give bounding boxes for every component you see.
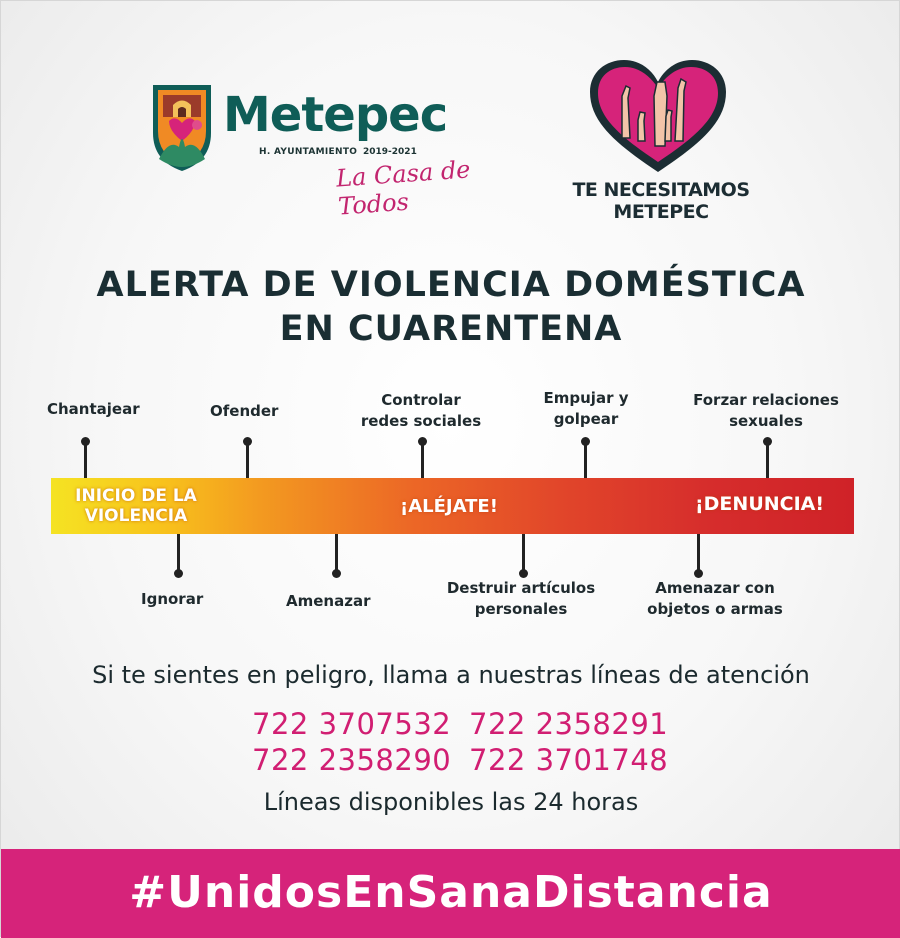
timeline-label-text: Chantajear bbox=[47, 400, 140, 418]
timeline-stem bbox=[766, 441, 769, 478]
timeline-marker bbox=[519, 569, 528, 578]
phone-number[interactable]: 722 3701748 bbox=[469, 743, 669, 777]
timeline-label-forzar bbox=[681, 390, 851, 432]
heart-raised-hands-icon bbox=[586, 56, 731, 176]
timeline-label-destruir bbox=[431, 578, 611, 620]
timeline-label-text: Destruir artículos bbox=[446, 579, 596, 597]
timeline-label-text: Empujar y bbox=[543, 389, 629, 407]
campaign-title-line1: TE NECESITAMOS bbox=[572, 179, 750, 201]
timeline-marker bbox=[332, 569, 341, 578]
timeline-label-text: golpear bbox=[553, 410, 619, 428]
term-years-label: 2019-2021 bbox=[363, 147, 417, 157]
timeline-label-text: Amenazar bbox=[286, 592, 371, 610]
help-callout: Si te sientes en peligro, llama a nuestras líneas de atención bbox=[92, 661, 810, 689]
timeline-label-text: personales bbox=[474, 600, 568, 618]
timeline-stem bbox=[584, 441, 587, 478]
timeline-stem bbox=[177, 534, 180, 572]
timeline-marker bbox=[694, 569, 703, 578]
timeline-label-text: Ignorar bbox=[141, 590, 204, 608]
metepec-logo bbox=[149, 81, 499, 221]
campaign-title bbox=[546, 179, 776, 223]
phone-number[interactable]: 722 2358290 bbox=[252, 743, 452, 777]
timeline-label-empujar bbox=[531, 388, 641, 430]
timeline-label-text: Ofender bbox=[210, 402, 279, 420]
bar-label-start bbox=[61, 486, 211, 526]
timeline-label-text: Amenazar con bbox=[655, 579, 775, 597]
metepec-crest-icon bbox=[149, 81, 215, 173]
timeline-label-text: sexuales bbox=[729, 412, 803, 430]
timeline-label-amenazar-armas bbox=[635, 578, 795, 620]
timeline-stem bbox=[335, 534, 338, 572]
page-title-line2: EN CUARENTENA bbox=[279, 309, 623, 349]
tagline: La Casa de Todos bbox=[335, 155, 472, 221]
timeline-label-controlar bbox=[351, 390, 491, 432]
timeline-stem bbox=[421, 441, 424, 478]
metepec-wordmark: Metepec bbox=[223, 87, 448, 143]
availability-note: Líneas disponibles las 24 horas bbox=[263, 788, 639, 816]
hashtag[interactable]: #UnidosEnSanaDistancia bbox=[129, 867, 773, 918]
bar-label-start-line2: VIOLENCIA bbox=[84, 506, 188, 526]
timeline-stem bbox=[246, 441, 249, 478]
timeline-label-ofender bbox=[210, 401, 278, 422]
phone-number[interactable]: 722 3707532 bbox=[252, 707, 452, 741]
timeline-stem bbox=[697, 534, 700, 572]
footer-banner bbox=[1, 849, 900, 938]
campaign-title-line2: METEPEC bbox=[613, 201, 709, 223]
timeline-marker bbox=[174, 569, 183, 578]
bar-label-alejate: ¡ALÉJATE! bbox=[400, 496, 498, 517]
timeline-label-amenazar bbox=[286, 591, 370, 612]
violence-escalation-bar bbox=[51, 478, 854, 534]
ayuntamiento-label: H. AYUNTAMIENTO bbox=[259, 147, 358, 157]
page-title bbox=[1, 263, 900, 351]
timeline-label-text: objetos o armas bbox=[647, 600, 783, 618]
timeline-label-text: redes sociales bbox=[360, 412, 482, 430]
timeline-stem bbox=[84, 441, 87, 478]
timeline-label-ignorar bbox=[141, 589, 203, 610]
timeline-stem bbox=[522, 534, 525, 572]
timeline-label-text: Controlar bbox=[381, 391, 461, 409]
bar-label-start-line1: INICIO DE LA bbox=[75, 486, 197, 506]
timeline-label-chantajear bbox=[47, 399, 140, 420]
phone-number[interactable]: 722 2358291 bbox=[469, 707, 669, 741]
bar-label-denuncia: ¡DENUNCIA! bbox=[695, 493, 825, 515]
page-title-line1: ALERTA DE VIOLENCIA DOMÉSTICA bbox=[96, 265, 806, 305]
timeline-label-text: Forzar relaciones bbox=[693, 391, 839, 409]
